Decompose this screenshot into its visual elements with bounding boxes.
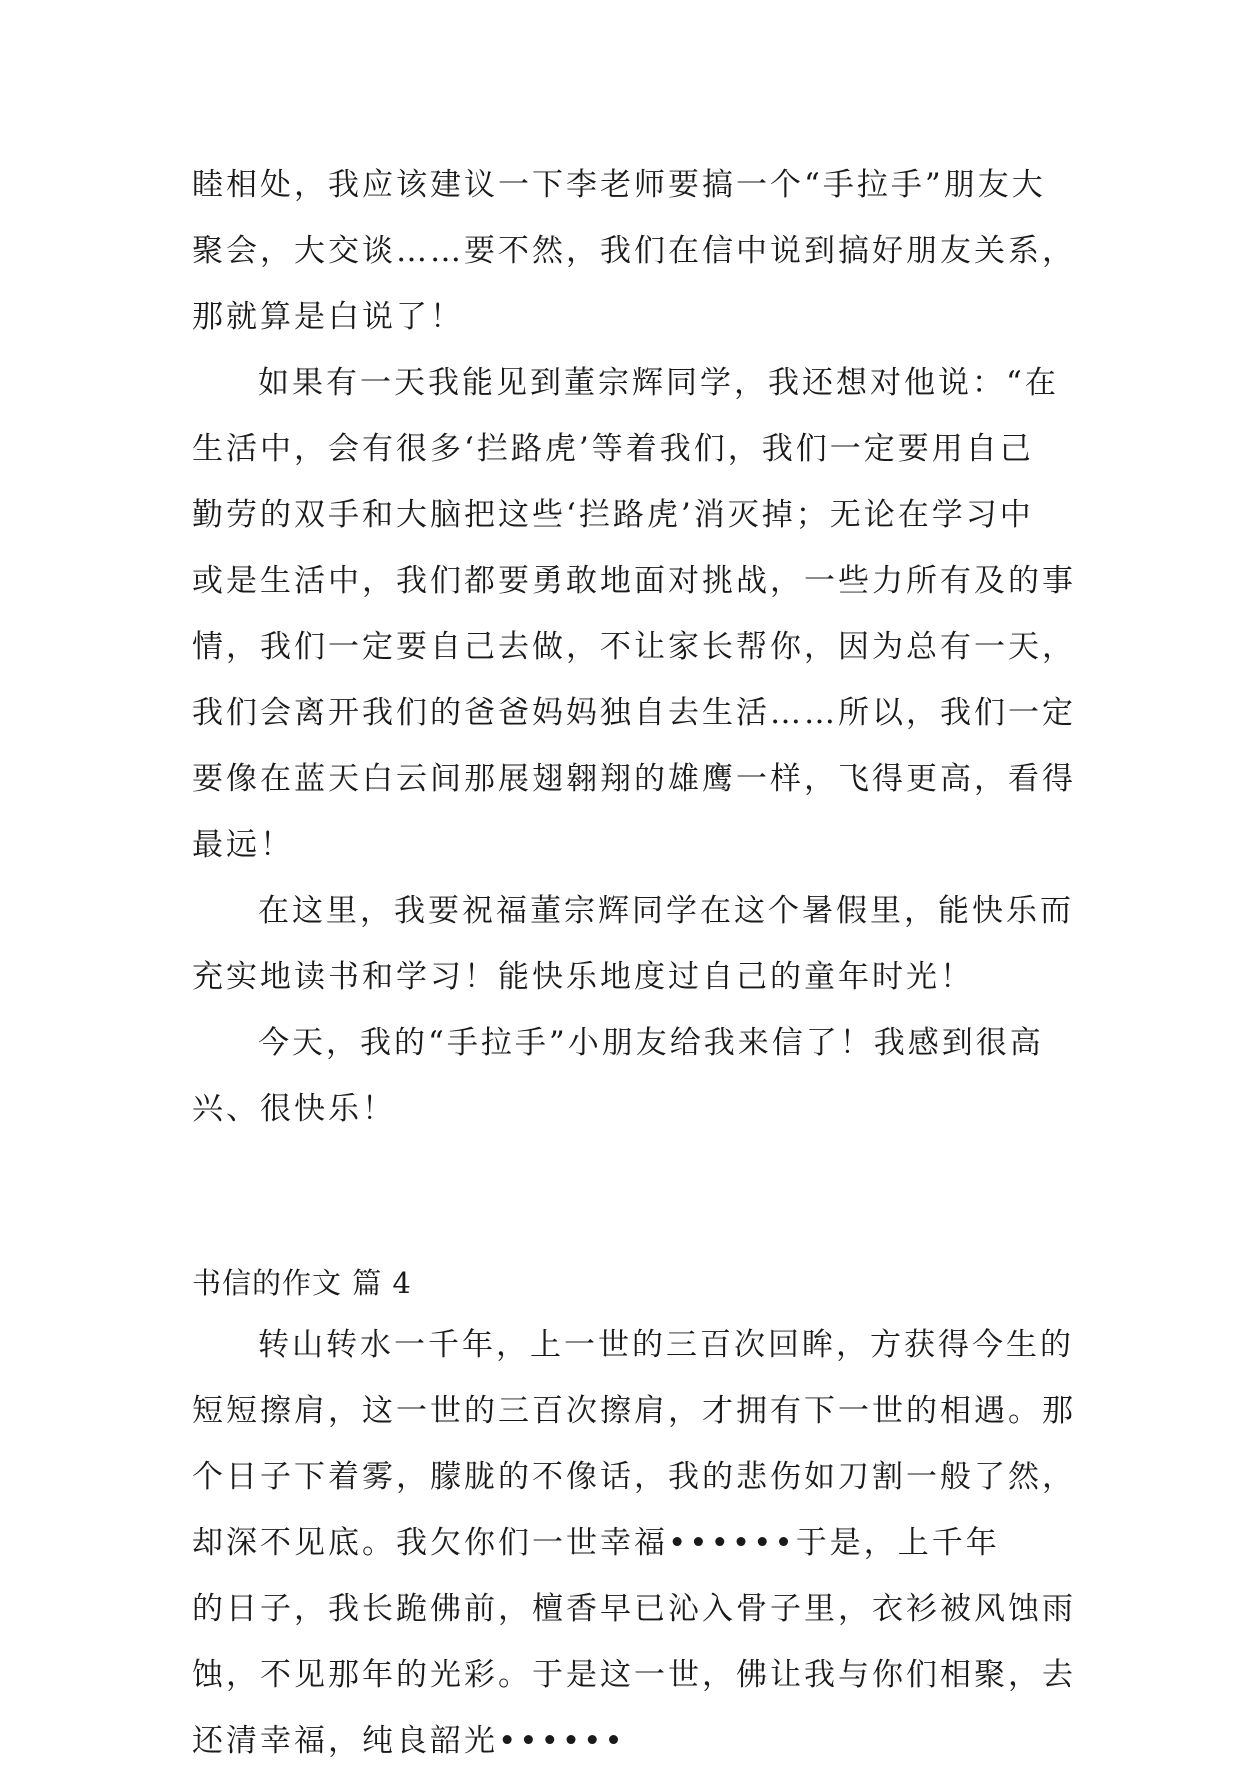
text-line: 转山转水一千年，上一世的三百次回眸，方获得今生的 (258, 1327, 1074, 1363)
text-line: 却深不见底。我欠你们一世幸福••••••于是，上千年 (192, 1525, 1000, 1561)
text-line: 我们会离开我们的爸爸妈妈独自去生活……所以，我们一定 (192, 695, 1076, 731)
paragraph-3 (192, 878, 1072, 1010)
text-line: 今天，我的“手拉手”小朋友给我来信了！我感到很高 (258, 1025, 1044, 1061)
text-line: 聚会，大交谈……要不然，我们在信中说到搞好朋友关系， (192, 233, 1076, 269)
text-line: 个日子下着雾，朦胧的不像话，我的悲伤如刀割一般了然， (192, 1459, 1076, 1495)
text-line: 最远！ (192, 827, 294, 863)
text-line: 生活中，会有很多‘拦路虎’等着我们，我们一定要用自己 (192, 431, 1034, 467)
text-line: 还清幸福，纯良韶光•••••• (192, 1723, 626, 1759)
text-line: 蚀，不见那年的光彩。于是这一世，佛让我与你们相聚，去 (192, 1657, 1076, 1693)
text-line: 如果有一天我能见到董宗辉同学，我还想对他说：“在 (258, 365, 1059, 401)
text-line: 勤劳的双手和大脑把这些‘拦路虎’消灭掉；无论在学习中 (192, 497, 1034, 533)
text-line: 或是生活中，我们都要勇敢地面对挑战，一些力所有及的事 (192, 563, 1076, 599)
paragraph-5 (192, 1312, 1076, 1774)
text-line: 短短擦肩，这一世的三百次擦肩，才拥有下一世的相遇。那 (192, 1393, 1076, 1429)
text-line: 那就算是白说了！ (192, 299, 464, 335)
paragraph-4 (192, 1010, 1072, 1142)
text-line: 睦相处，我应该建议一下李老师要搞一个“手拉手”朋友大 (192, 167, 1046, 203)
document-page (192, 152, 1076, 1774)
paragraph-1 (192, 152, 1076, 350)
text-line: 的日子，我长跪佛前，檀香早已沁入骨子里，衣衫被风蚀雨 (192, 1591, 1076, 1627)
text-line: 要像在蓝天白云间那展翅翱翔的雄鹰一样，飞得更高，看得 (192, 761, 1076, 797)
section-gap (192, 1142, 1072, 1250)
text-line: 充实地读书和学习！能快乐地度过自己的童年时光！ (192, 959, 974, 995)
text-line: 兴、很快乐！ (192, 1091, 396, 1127)
section-title: 书信的作文 篇 4 (192, 1266, 412, 1300)
paragraph-2 (192, 350, 1076, 878)
text-line: 在这里，我要祝福董宗辉同学在这个暑假里，能快乐而 (258, 893, 1074, 929)
text-line: 情，我们一定要自己去做，不让家长帮你，因为总有一天， (192, 629, 1076, 665)
